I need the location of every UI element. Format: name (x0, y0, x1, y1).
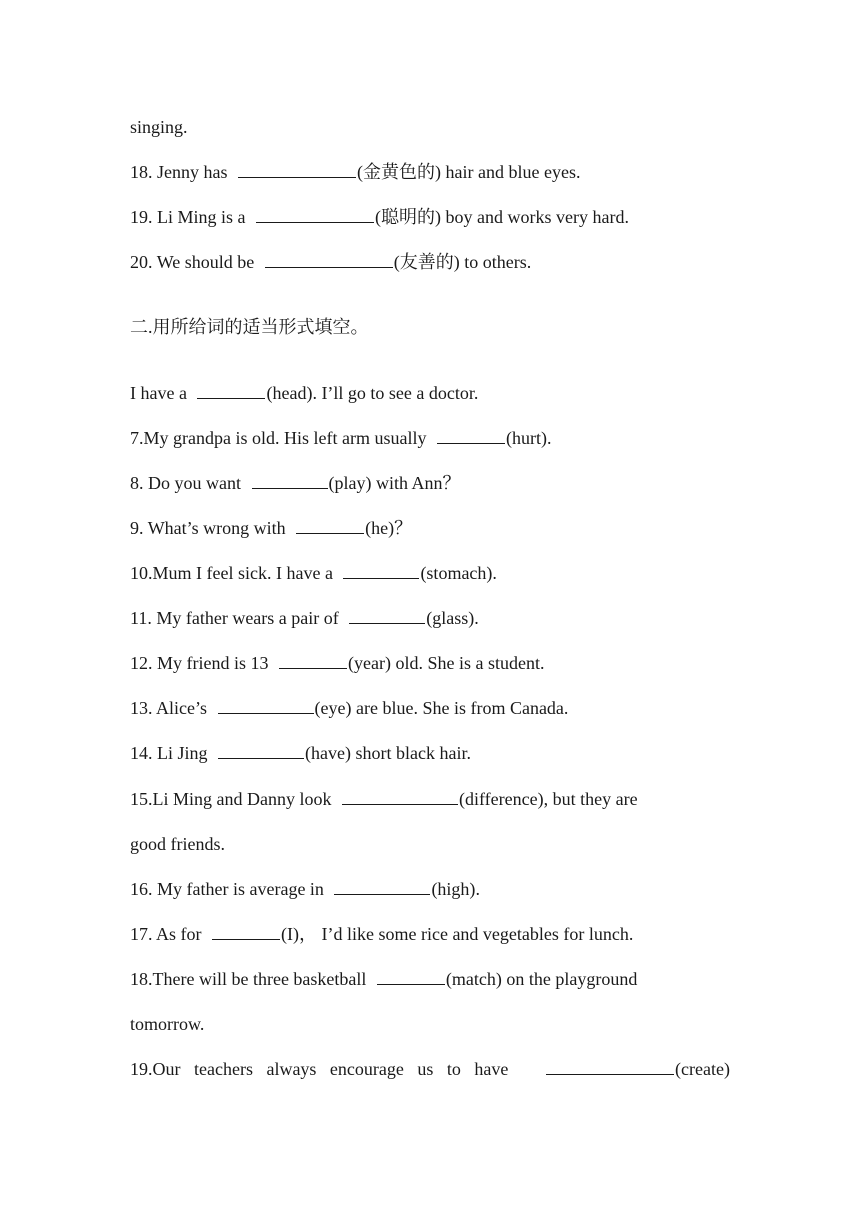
question-15: 15.Li Ming and Danny look (difference), but they are (130, 789, 638, 809)
continued-text: singing. (130, 117, 188, 137)
answer-blank[interactable] (256, 206, 374, 223)
question-17: 17. As for (I)， I’d like some rice and vegetables for lunch. (130, 924, 634, 944)
answer-blank[interactable] (265, 251, 393, 268)
question-15-continued: good friends. (130, 834, 225, 854)
answer-blank[interactable] (343, 562, 419, 579)
question-19: 19. Li Ming is a (聪明的) boy and works very hard. (130, 207, 629, 227)
answer-blank[interactable] (546, 1058, 674, 1075)
answer-blank[interactable] (218, 697, 314, 714)
question-18b: 18.There will be three basketball (match) on the playground (130, 969, 638, 989)
question-6: I have a (head). I’ll go to see a doctor. (130, 383, 479, 403)
question-18b-continued: tomorrow. (130, 1014, 205, 1034)
answer-blank[interactable] (342, 788, 458, 805)
section-heading: 二.用所给词的适当形式填空。 (130, 317, 369, 337)
answer-blank[interactable] (437, 427, 505, 444)
question-20: 20. We should be (友善的) to others. (130, 252, 532, 272)
question-8: 8. Do you want (play) with Ann？ (130, 473, 461, 493)
answer-blank[interactable] (334, 878, 430, 895)
answer-blank[interactable] (349, 607, 425, 624)
answer-blank[interactable] (218, 742, 304, 759)
question-14: 14. Li Jing (have) short black hair. (130, 743, 471, 763)
answer-blank[interactable] (238, 161, 356, 178)
answer-blank[interactable] (296, 517, 364, 534)
question-10: 10.Mum I feel sick. I have a (stomach). (130, 563, 497, 583)
question-13: 13. Alice’s (eye) are blue. She is from Canada. (130, 698, 569, 718)
question-12: 12. My friend is 13 (year) old. She is a student. (130, 653, 545, 673)
answer-blank[interactable] (212, 923, 280, 940)
answer-blank[interactable] (279, 652, 347, 669)
question-18: 18. Jenny has (金黄色的) hair and blue eyes. (130, 162, 581, 182)
question-19b: 19.Our teachers always encourage us to have (create) (130, 1059, 730, 1079)
answer-blank[interactable] (197, 382, 265, 399)
question-9: 9. What’s wrong with (he)？ (130, 518, 413, 538)
question-16: 16. My father is average in (high). (130, 879, 480, 899)
answer-blank[interactable] (252, 472, 328, 489)
answer-blank[interactable] (377, 968, 445, 985)
question-7: 7.My grandpa is old. His left arm usually (hurt). (130, 428, 552, 448)
question-11: 11. My father wears a pair of (glass). (130, 608, 479, 628)
